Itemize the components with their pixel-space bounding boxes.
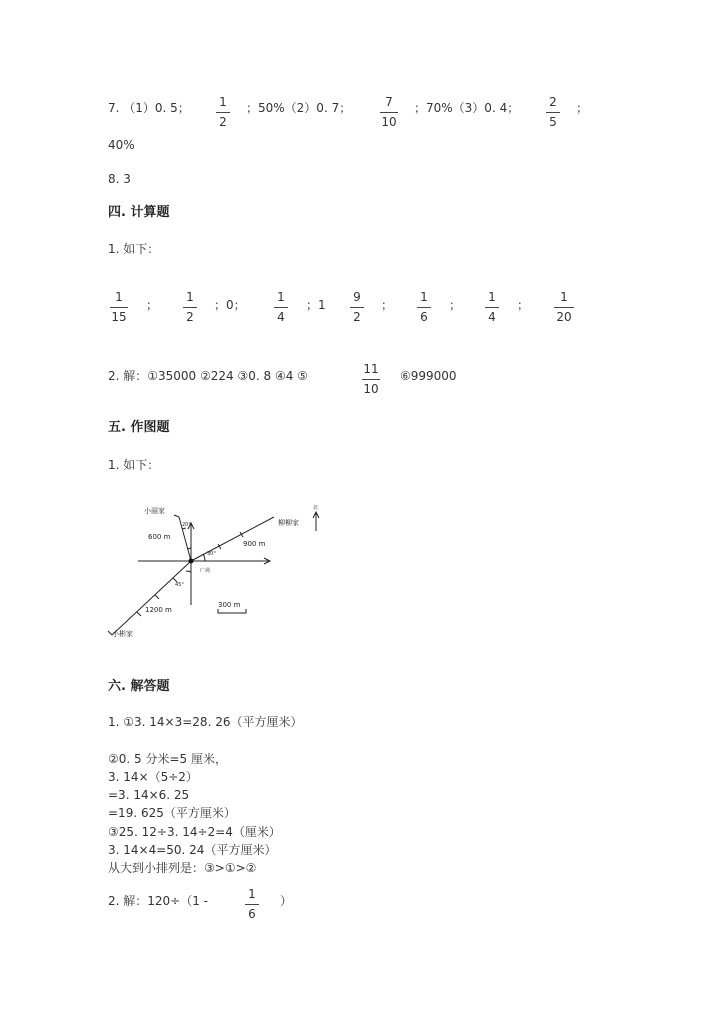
label-square: 广场 xyxy=(200,568,211,574)
section4-q1-label: 1. 如下： xyxy=(108,242,160,256)
s6-q1-line-2: ②0. 5 分米=5 厘米， xyxy=(108,752,227,766)
label-angle-20: 20° xyxy=(182,522,191,528)
q7-fraction-1: 1 2 xyxy=(216,95,230,129)
label-900m: 900 m xyxy=(243,540,266,548)
label-xiaobin: 小彬家 xyxy=(112,630,133,638)
label-north: 北 xyxy=(313,505,319,511)
s4-fraction-1: 1 15 xyxy=(111,290,127,324)
q7-part3: ；70%（3）0. 4； xyxy=(414,101,520,115)
s4-q2-suffix: ⑥999000 xyxy=(400,369,457,383)
s4-sep-2: ；0； xyxy=(214,298,246,312)
label-angle-30: 30° xyxy=(207,551,216,557)
s6-q2-suffix: ） xyxy=(280,894,293,908)
label-liuliu: 柳柳家 xyxy=(278,519,299,527)
label-600m: 600 m xyxy=(148,533,171,541)
square-point xyxy=(189,559,194,564)
s4-sep-6: ； xyxy=(517,298,530,312)
s4-fraction-2: 1 2 xyxy=(183,290,197,324)
s6-q1-line-6: ③25. 12÷3. 14÷2=4（厘米） xyxy=(108,825,281,839)
q7-fraction-3: 2 5 xyxy=(546,95,560,129)
s6-q1-line-3: 3. 14×（5÷2） xyxy=(108,770,198,784)
angle-30-arc xyxy=(203,554,205,561)
q7-part2: ；50%（2）0. 7； xyxy=(246,101,352,115)
s4-sep-1: ； xyxy=(146,298,159,312)
section4-title: 四. 计算题 xyxy=(108,205,170,220)
s6-q1-line-8: 从大到小排列是：③>①>② xyxy=(108,861,257,875)
scale-bar xyxy=(218,609,246,613)
s6-q1-line-7: 3. 14×4=50. 24（平方厘米） xyxy=(108,843,277,857)
angle-45-arc xyxy=(186,571,191,572)
s6-q1-line-5: =19. 625（平方厘米） xyxy=(108,806,236,820)
s4-fraction-3: 1 4 xyxy=(274,290,288,324)
s4-fraction-6: 1 4 xyxy=(485,290,499,324)
s4-fraction-4: 9 2 xyxy=(350,290,364,324)
section6-title: 六. 解答题 xyxy=(108,679,170,694)
xiaobin-line xyxy=(112,561,191,635)
q7-part4: ； xyxy=(576,101,589,115)
s6-q1-line-4: =3. 14×6. 25 xyxy=(108,788,190,802)
q7-part1: 7. （1）0. 5； xyxy=(108,101,190,115)
s6-q1-line-1: 1. ①3. 14×3=28. 26（平方厘米） xyxy=(108,715,303,729)
s4-sep-5: ； xyxy=(449,298,462,312)
s4-fraction-5: 1 6 xyxy=(417,290,431,324)
q8-answer: 8. 3 xyxy=(108,172,131,186)
s4-q2-fraction: 11 10 xyxy=(363,362,379,396)
s4-sep-3: ；1 xyxy=(306,298,326,312)
section5-q1-label: 1. 如下： xyxy=(108,458,160,472)
q7-line2: 40% xyxy=(108,138,135,152)
label-xiaoli: 小丽家 xyxy=(144,507,165,515)
s4-q2-prefix: 2. 解：①35000 ②224 ③0. 8 ④4 ⑤ xyxy=(108,369,308,383)
label-angle-45: 45° xyxy=(175,582,184,588)
section5-title: 五. 作图题 xyxy=(108,420,170,435)
s4-fraction-7: 1 20 xyxy=(554,290,574,324)
label-scale: 300 m xyxy=(218,601,241,609)
s6-q2-prefix: 2. 解：120÷（1 - xyxy=(108,894,209,908)
direction-diagram xyxy=(100,495,340,650)
s6-q2-fraction: 1 6 xyxy=(245,887,259,921)
q7-fraction-2: 7 10 xyxy=(381,95,397,129)
s4-sep-4: ； xyxy=(381,298,394,312)
xiaoli-line-end xyxy=(174,515,179,517)
label-1200m: 1200 m xyxy=(145,606,172,614)
